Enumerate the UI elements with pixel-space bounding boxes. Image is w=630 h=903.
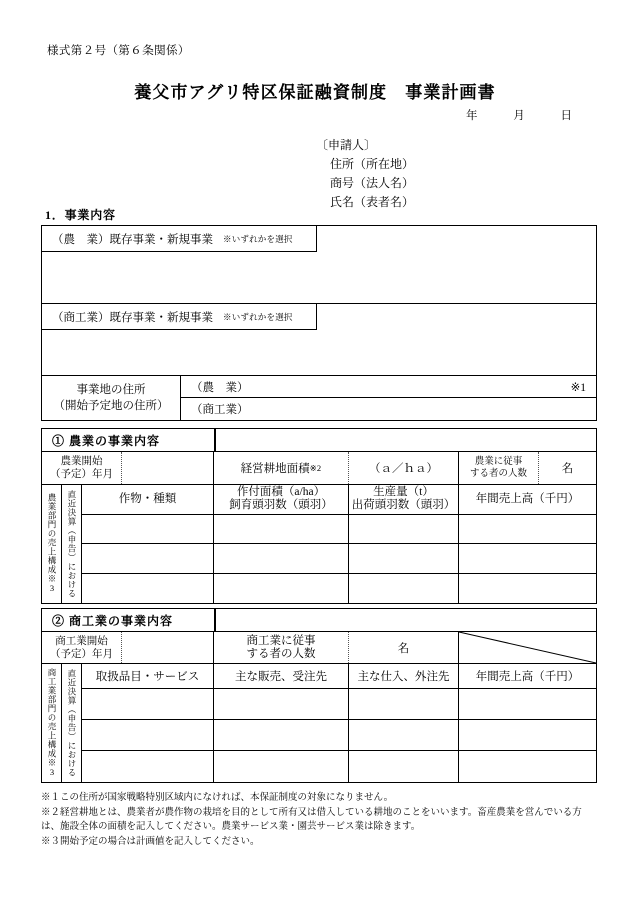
section-commerce-heading: ② 商工業の事業内容 [42,609,216,632]
agri-col-header-1-line2: 飼育頭羽数（頭羽） [229,499,333,511]
footnote-2: ※２経営耕地とは、農業者が農作物の栽培を目的として所有又は借入している耕地のことをいいます。畜産農業を営んでいる方は、施設全体の面積を記入してください。農業サービス業・園芸サービス業は除きます。 [41,807,582,832]
commerce-start-label-line1: 商工業開始 [55,635,108,647]
business-location-note: ※1 [570,381,586,394]
agri-business-type-note: ※いずれかを選択 [223,233,293,244]
form-number: 様式第２号（第６条関係） [47,45,190,57]
agri-col-header-0 [82,484,214,515]
agri-row-1-cell-3[interactable] [459,544,596,574]
agri-row-0-cell-3[interactable] [459,515,596,544]
footnote-3: ※３開始予定の場合は計画値を記入してください。 [41,836,260,847]
agri-col-header-2 [349,484,459,515]
commerce-business-type-label: （商工業）既存事業・新規事業 [52,311,213,324]
commerce-col-header-1: 主な販売、受注先 [214,663,349,689]
section-agri-heading-blank [216,429,596,452]
commerce-row-1-cell-1[interactable] [214,720,349,751]
commerce-row-2-cell-0[interactable] [82,751,214,782]
agri-row-1-cell-1[interactable] [214,544,349,574]
agri-farmland-label-text: 経営耕地面積 [240,463,310,475]
agri-farmland-note: ※2 [309,462,322,473]
agri-row-2-cell-2[interactable] [349,574,459,603]
agri-col-header-1 [214,484,349,515]
agri-row-1-cell-2[interactable] [349,544,459,574]
section-agri-heading: ① 農業の事業内容 [42,429,216,452]
applicant-heading: 〔申請人〕 [316,138,377,152]
commerce-workers-label-line2: する者の人数 [246,647,316,660]
business-location-agri-label: （農 業） [191,381,249,394]
agri-row-2-cell-3[interactable] [459,574,596,603]
commerce-row-2-cell-3[interactable] [459,751,596,782]
business-location-agri-field[interactable] [181,376,596,398]
agri-col-header-3-line1: 年間売上高（千円） [475,492,580,505]
agri-workers-label-line2: する者の人数 [469,469,527,479]
agri-start-label-line2: （予定）年月 [50,469,113,480]
commerce-row-1-cell-2[interactable] [349,720,459,751]
commerce-row-0-cell-1[interactable] [214,689,349,720]
agri-row-0-cell-0[interactable] [82,515,214,544]
commerce-row-1-cell-3[interactable] [459,720,596,751]
commerce-row-0-cell-3[interactable] [459,689,596,720]
commerce-row-1-cell-0[interactable] [82,720,214,751]
agri-farmland-unit-cell[interactable]: （ａ／ｈａ） [349,452,459,484]
business-location-label-line2: （開始予定地の住所） [53,400,169,412]
date-day-label: 日 [560,110,572,122]
agri-start-label [42,452,122,484]
agri-row-2-cell-0[interactable] [82,574,214,603]
agri-row-2-cell-1[interactable] [214,574,349,603]
commerce-col-header-0: 取扱品目・サービス [82,663,214,689]
commerce-col-header-3: 年間売上高（千円） [459,663,596,689]
commerce-workers-unit[interactable]: 名 [349,632,459,663]
business-location-label [42,376,181,420]
agri-vertical-outer-label: 農業部門の売上構成※3 [42,484,62,603]
commerce-start-value[interactable] [122,632,214,663]
section1-heading: 1．事業内容 [45,208,116,222]
commerce-business-type-note: ※いずれかを選択 [223,311,293,322]
agri-col-header-3 [459,484,596,515]
applicant-name-label: 氏名（表者名） [330,195,415,209]
commerce-unused-cell [459,632,596,663]
page-title: 養父市アグリ特区保証融資制度 事業計画書 [134,83,496,102]
commerce-row-0-cell-0[interactable] [82,689,214,720]
agri-row-1-cell-0[interactable] [82,544,214,574]
commerce-col-header-2: 主な仕入、外注先 [349,663,459,689]
agri-col-header-2-line1: 生産量（t） [373,486,434,498]
applicant-company-label: 商号（法人名） [330,176,415,190]
footnote-1: ※１この住所が国家戦略特別区域内になければ、本保証制度の対象になりません。 [41,793,394,803]
commerce-business-type-cell[interactable] [42,304,317,330]
commerce-vertical-inner-label: 直近決算（申告）における [62,663,82,782]
agri-workers-unit[interactable]: 名 [561,463,574,475]
agri-workers-label-line1: 農業に従事 [474,457,523,467]
commerce-row-2-cell-2[interactable] [349,751,459,782]
business-location-commerce-field[interactable] [181,398,596,420]
agri-vertical-inner-label: 直近決算（申告）における [62,484,82,603]
agri-business-type-cell[interactable] [42,226,317,252]
commerce-start-label [42,632,122,663]
commerce-workers-label-line1: 商工業に従事 [246,634,316,647]
commerce-start-label-line2: （予定）年月 [50,648,113,660]
diagonal-strike-icon [459,632,596,663]
footnotes-block [41,791,597,849]
commerce-row-0-cell-2[interactable] [349,689,459,720]
applicant-block [316,136,414,212]
date-year-label: 年 [466,110,478,122]
business-location-label-line1: 事業地の住所 [76,384,146,396]
agri-farmland-label [214,452,349,484]
agri-row-0-cell-1[interactable] [214,515,349,544]
agri-start-value[interactable] [122,452,214,484]
date-month-label: 月 [513,110,525,122]
agri-col-header-0-line1: 作物・種類 [118,492,177,505]
commerce-workers-label [214,632,349,663]
agri-workers-label [459,452,539,484]
agri-row-0-cell-2[interactable] [349,515,459,544]
agri-col-header-2-line2: 出荷頭羽数（頭羽） [351,499,456,511]
applicant-address-label: 住所（所在地） [330,157,415,171]
section-commerce-heading-blank [216,609,596,632]
commerce-row-2-cell-1[interactable] [214,751,349,782]
commerce-business-free-area[interactable] [42,330,596,376]
agri-col-header-1-line1: 作付面積（a/ha） [236,486,326,498]
agri-business-type-label: （農 業）既存事業・新規事業 [52,233,213,246]
commerce-vertical-outer-label: 商工業部門の売上構成※3 [42,663,62,782]
date-line [466,107,572,123]
business-location-commerce-label: （商工業） [191,404,249,416]
agri-business-free-area[interactable] [42,252,596,304]
agri-start-label-line1: 農業開始 [60,456,103,467]
